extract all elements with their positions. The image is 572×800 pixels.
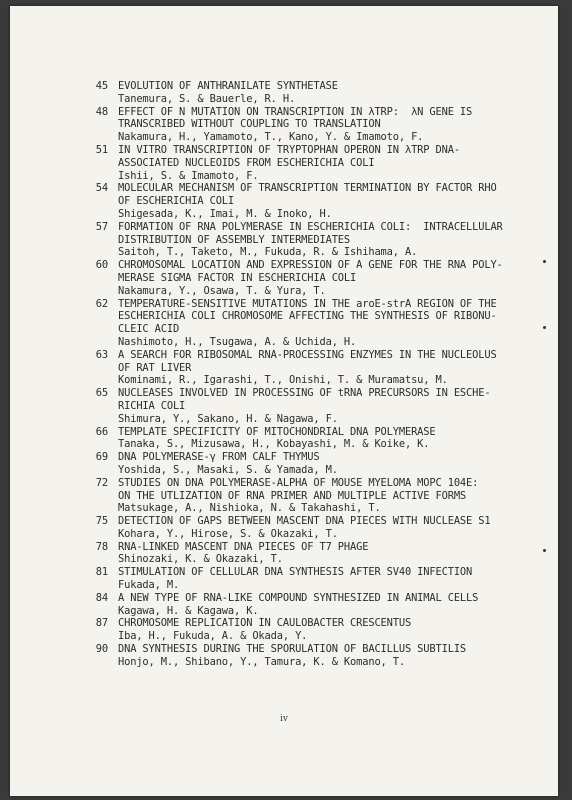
toc-page-number: 62 (95, 297, 108, 310)
toc-title-line: EFFECT OF N MUTATION ON TRANSCRIPTION IN λTRP: λN GENE IS (118, 105, 473, 118)
toc-entry (88, 348, 497, 387)
toc-entry (88, 80, 488, 106)
toc-entry (88, 566, 488, 592)
toc-title-line: FORMATION OF RNA POLYMERASE IN ESCHERICHIA COLI: INTRACELLULAR (118, 220, 503, 233)
toc-authors: Saitoh, T., Taketo, M., Fukuda, R. & Ishihama, A. (118, 246, 418, 259)
margin-mark (543, 260, 546, 263)
toc-authors: Matsukage, A., Nishioka, N. & Takahashi, T. (118, 502, 381, 515)
toc-title-line: STIMULATION OF CELLULAR DNA SYNTHESIS AFTER SV40 INFECTION (118, 566, 473, 579)
toc-authors: Tanaka, S., Mizusawa, H., Kobayashi, M. & Koike, K. (118, 438, 430, 451)
toc-page-number: 63 (95, 348, 108, 361)
toc-entry (88, 477, 488, 515)
toc-entry (88, 451, 488, 477)
toc-authors: Yoshida, S., Masaki, S. & Yamada, M. (118, 463, 338, 476)
toc-authors: Honjo, M., Shibano, Y., Tamura, K. & Komano, T. (118, 655, 405, 668)
toc-authors: Tanemura, S. & Bauerle, R. H. (118, 92, 296, 105)
page-number: iv (280, 714, 288, 724)
toc-entry (88, 426, 488, 452)
table-of-contents (88, 80, 503, 669)
toc-page-number: 69 (95, 451, 108, 464)
toc-title-line: CLEIC ACID (118, 323, 180, 336)
toc-page-number: 66 (95, 425, 108, 438)
toc-authors: Nakamura, H., Yamamoto, T., Kano, Y. & Imamoto, F. (118, 131, 424, 144)
toc-title-line: DISTRIBUTION OF ASSEMBLY INTERMEDIATES (118, 233, 351, 246)
toc-entry (88, 617, 488, 643)
document-page (10, 6, 558, 796)
toc-authors: Shinozaki, K. & Okazaki, T. (118, 553, 283, 566)
toc-page-number: 90 (95, 643, 108, 656)
toc-entry (88, 297, 497, 349)
toc-title-line: MOLECULAR MECHANISM OF TRANSCRIPTION TERMINATION BY FACTOR RHO (118, 182, 497, 195)
toc-title-line: CHROMOSOME REPLICATION IN CAULOBACTER CRESCENTUS (118, 617, 412, 630)
toc-authors: Shigesada, K., Imai, M. & Inoko, H. (118, 207, 332, 220)
toc-entry (88, 182, 497, 220)
toc-title-line: TEMPLATE SPECIFICITY OF MITOCHONDRIAL DNA POLYMERASE (118, 425, 436, 438)
toc-page-number: 72 (95, 476, 108, 489)
toc-entry (88, 643, 488, 669)
toc-title-line: OF RAT LIVER (118, 361, 192, 374)
toc-title-line: A SEARCH FOR RIBOSOMAL RNA-PROCESSING ENZYMES IN THE NUCLEOLUS (118, 348, 497, 361)
toc-page-number: 57 (95, 220, 108, 233)
toc-entry (88, 220, 503, 259)
toc-title-line: IN VITRO TRANSCRIPTION OF TRYPTOPHAN OPERON IN λTRP DNA- (118, 143, 460, 156)
toc-authors: Kominami, R., Igarashi, T., Onishi, T. & Muramatsu, M. (118, 374, 448, 387)
toc-authors: Nashimoto, H., Tsugawa, A. & Uchida, H. (118, 335, 357, 348)
toc-title-line: RNA-LINKED MASCENT DNA PIECES OF T7 PHAGE (118, 540, 369, 553)
toc-title-line: RICHIA COLI (118, 399, 186, 412)
toc-entry (88, 259, 503, 297)
toc-page-number: 78 (95, 540, 108, 553)
toc-title-line: NUCLEASES INVOLVED IN PROCESSING OF tRNA PRECURSORS IN ESCHE- (118, 387, 491, 400)
toc-title-line: OF ESCHERICHIA COLI (118, 195, 235, 208)
toc-title-line: DNA SYNTHESIS DURING THE SPORULATION OF BACILLUS SUBTILIS (118, 643, 467, 656)
toc-title-line: ASSOCIATED NUCLEOIDS FROM ESCHERICHIA COLI (118, 156, 375, 169)
toc-authors: Kohara, Y., Hirose, S. & Okazaki, T. (118, 527, 338, 540)
toc-page-number: 87 (95, 617, 108, 630)
toc-page-number: 54 (95, 182, 108, 195)
toc-entry (88, 541, 488, 567)
toc-title-line: ESCHERICHIA COLI CHROMOSOME AFFECTING THE SYNTHESIS OF RIBONU- (118, 310, 497, 323)
toc-entry (88, 515, 491, 541)
toc-page-number: 81 (95, 566, 108, 579)
margin-mark (543, 549, 546, 552)
toc-title-line: TEMPERATURE-SENSITIVE MUTATIONS IN THE aroE-strA REGION OF THE (118, 297, 497, 310)
toc-page-number: 84 (95, 591, 108, 604)
toc-page-number: 75 (95, 515, 108, 528)
toc-authors: Iba, H., Fukuda, A. & Okada, Y. (118, 630, 308, 643)
toc-title-line: TRANSCRIBED WITHOUT COUPLING TO TRANSLATION (118, 118, 381, 131)
toc-authors: Nakamura, Y., Osawa, T. & Yura, T. (118, 284, 326, 297)
toc-authors: Kagawa, H. & Kagawa, K. (118, 604, 259, 617)
toc-authors: Shimura, Y., Sakano, H. & Nagawa, F. (118, 412, 338, 425)
toc-title-line: STUDIES ON DNA POLYMERASE-ALPHA OF MOUSE MYELOMA MOPC 104E: (118, 476, 479, 489)
toc-page-number: 48 (95, 105, 108, 118)
margin-mark (543, 326, 546, 329)
toc-page-number: 65 (95, 387, 108, 400)
toc-title-line: DETECTION OF GAPS BETWEEN MASCENT DNA PIECES WITH NUCLEASE S1 (118, 515, 491, 528)
toc-entry (88, 387, 491, 425)
toc-entry (88, 106, 488, 144)
toc-authors: Ishii, S. & Imamoto, F. (118, 169, 259, 182)
toc-entry (88, 144, 488, 182)
toc-title-line: EVOLUTION OF ANTHRANILATE SYNTHETASE (118, 80, 338, 92)
toc-authors: Fukada, M. (118, 579, 180, 592)
toc-title-line: CHROMOSOMAL LOCATION AND EXPRESSION OF A GENE FOR THE RNA POLY- (118, 259, 503, 272)
toc-title-line: MERASE SIGMA FACTOR IN ESCHERICHIA COLI (118, 271, 357, 284)
toc-page-number: 60 (95, 259, 108, 272)
toc-page-number: 51 (95, 143, 108, 156)
toc-title-line: A NEW TYPE OF RNA-LIKE COMPOUND SYNTHESIZED IN ANIMAL CELLS (118, 591, 479, 604)
toc-title-line: DNA POLYMERASE-γ FROM CALF THYMUS (118, 451, 320, 464)
toc-page-number: 45 (95, 80, 108, 92)
toc-entry (88, 592, 488, 618)
toc-title-line: ON THE UTLIZATION OF RNA PRIMER AND MULTIPLE ACTIVE FORMS (118, 489, 467, 502)
